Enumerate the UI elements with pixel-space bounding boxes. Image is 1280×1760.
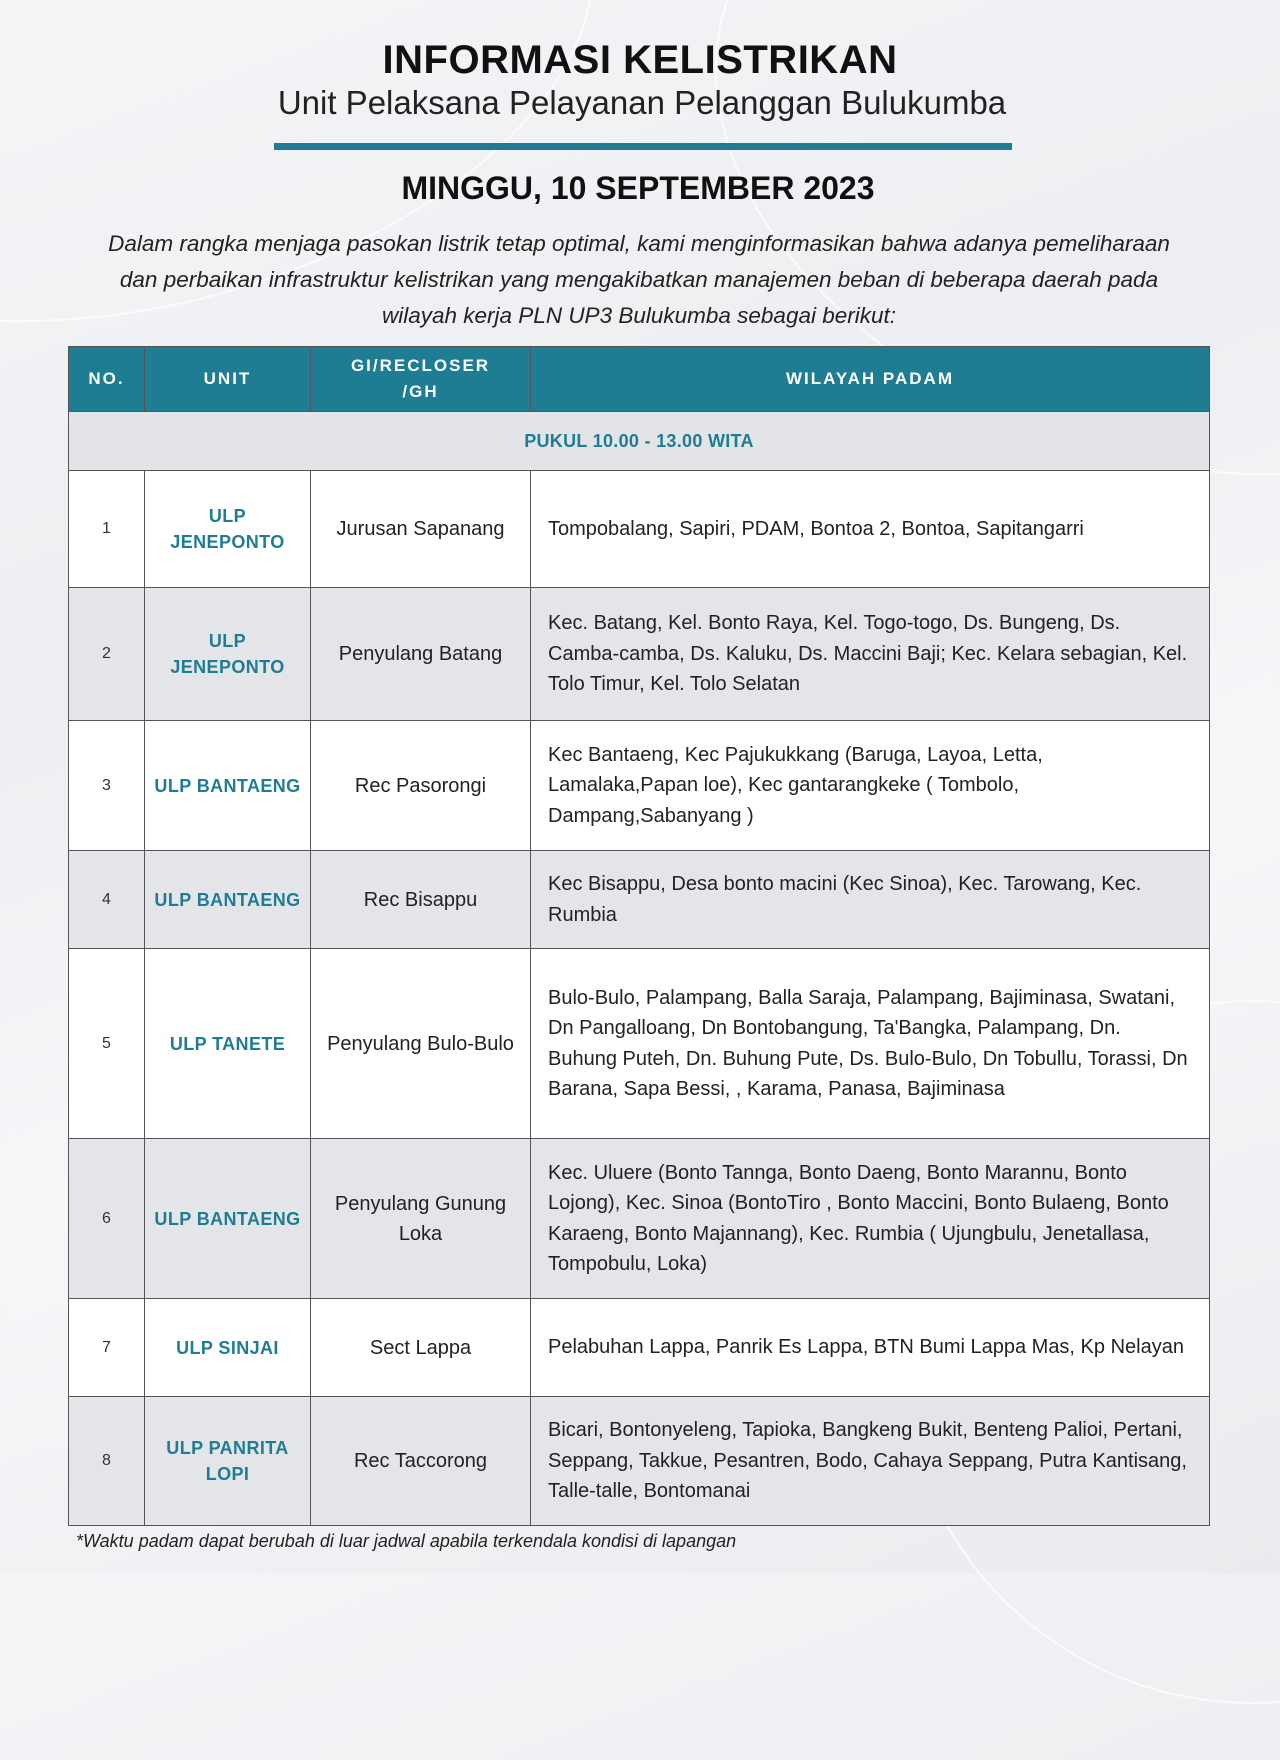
- row-gi: Rec Taccorong: [311, 1397, 531, 1526]
- row-area: Bicari, Bontonyeleng, Tapioka, Bangkeng Bukit, Benteng Palioi, Pertani, Seppang, Takkue, Pesantren, Bodo, Cahaya Seppang, Putra Kantisang, Talle-talle, Bontomanai: [531, 1397, 1210, 1526]
- table-row: [69, 588, 1210, 721]
- outage-table: [68, 346, 1210, 1526]
- row-area: Kec Bantaeng, Kec Pajukukkang (Baruga, Layoa, Letta, Lamalaka,Papan loe), Kec gantarangkeke ( Tombolo, Dampang,Sabanyang ): [531, 721, 1210, 851]
- column-header-area: WILAYAH PADAM: [531, 347, 1210, 412]
- row-area: Bulo-Bulo, Palampang, Balla Saraja, Palampang, Bajiminasa, Swatani, Dn Pangalloang, Dn Bontobangung, Ta'Bangka, Palampang, Dn. Buhung Puteh, Dn. Buhung Pute, Ds. Bulo-Bulo, Dn Tobullu, Torassi, Dn Barana, Sapa Bessi, , Karama, Panasa, Bajiminasa: [531, 949, 1210, 1139]
- row-number: 4: [69, 851, 145, 949]
- row-unit: ULP BANTAENG: [145, 721, 311, 851]
- row-gi: Rec Bisappu: [311, 851, 531, 949]
- column-header-no: NO.: [69, 347, 145, 412]
- table-row: [69, 1139, 1210, 1299]
- intro-paragraph: Dalam rangka menjaga pasokan listrik tetap optimal, kami menginformasikan bahwa adanya pemeliharaan dan perbaikan infrastruktur kelistrikan yang mengakibatkan manajemen beban di beberapa daerah pada wilayah kerja PLN UP3 Bulukumba sebagai berikut:: [108, 231, 1170, 328]
- row-number: 3: [69, 721, 145, 851]
- row-unit: ULP PANRITA LOPI: [145, 1397, 311, 1526]
- table-row: [69, 721, 1210, 851]
- row-unit: ULP JENEPONTO: [145, 471, 311, 588]
- table-row: [69, 949, 1210, 1139]
- footnote: *Waktu padam dapat berubah di luar jadwal apabila terkendala kondisi di lapangan: [76, 1531, 737, 1551]
- row-unit: ULP BANTAENG: [145, 851, 311, 949]
- page-title: INFORMASI KELISTRIKAN: [382, 38, 898, 82]
- row-gi: Penyulang Bulo-Bulo: [311, 949, 531, 1139]
- row-area: Kec. Batang, Kel. Bonto Raya, Kel. Togo-togo, Ds. Bungeng, Ds. Camba-camba, Ds. Kaluku, Ds. Maccini Baji; Kec. Kelara sebagian, Kel. Tolo Timur, Kel. Tolo Selatan: [531, 588, 1210, 721]
- table-row: [69, 1299, 1210, 1397]
- table-header-row: [69, 347, 1210, 412]
- table-row: [69, 851, 1210, 949]
- table-row: [69, 1397, 1210, 1526]
- row-gi: Penyulang Gunung Loka: [311, 1139, 531, 1299]
- row-number: 1: [69, 471, 145, 588]
- row-area: Kec. Uluere (Bonto Tannga, Bonto Daeng, Bonto Marannu, Bonto Lojong), Kec. Sinoa (BontoTiro , Bonto Maccini, Bonto Bulaeng, Bonto Karaeng, Bonto Majannang), Kec. Rumbia ( Ujungbulu, Jenetallasa, Tompobulu, Loka): [531, 1139, 1210, 1299]
- row-number: 7: [69, 1299, 145, 1397]
- page-subtitle: Unit Pelaksana Pelayanan Pelanggan Bulukumba: [277, 84, 1007, 121]
- date-heading: MINGGU, 10 SEPTEMBER 2023: [401, 170, 875, 206]
- row-number: 8: [69, 1397, 145, 1526]
- row-unit: ULP SINJAI: [145, 1299, 311, 1397]
- row-gi: Sect Lappa: [311, 1299, 531, 1397]
- row-gi: Penyulang Batang: [311, 588, 531, 721]
- row-number: 2: [69, 588, 145, 721]
- session-time-label: PUKUL 10.00 - 13.00 WITA: [69, 412, 1210, 471]
- title-divider: [274, 143, 1012, 150]
- row-unit: ULP JENEPONTO: [145, 588, 311, 721]
- row-gi: Jurusan Sapanang: [311, 471, 531, 588]
- column-header-gi: GI/RECLOSER /GH: [311, 347, 531, 412]
- row-area: Tompobalang, Sapiri, PDAM, Bontoa 2, Bontoa, Sapitangarri: [531, 471, 1210, 588]
- row-unit: ULP BANTAENG: [145, 1139, 311, 1299]
- row-gi: Rec Pasorongi: [311, 721, 531, 851]
- row-number: 5: [69, 949, 145, 1139]
- table-row: [69, 471, 1210, 588]
- row-number: 6: [69, 1139, 145, 1299]
- row-area: Pelabuhan Lappa, Panrik Es Lappa, BTN Bumi Lappa Mas, Kp Nelayan: [531, 1299, 1210, 1397]
- row-area: Kec Bisappu, Desa bonto macini (Kec Sinoa), Kec. Tarowang, Kec. Rumbia: [531, 851, 1210, 949]
- row-unit: ULP TANETE: [145, 949, 311, 1139]
- column-header-unit: UNIT: [145, 347, 311, 412]
- session-row: [69, 412, 1210, 471]
